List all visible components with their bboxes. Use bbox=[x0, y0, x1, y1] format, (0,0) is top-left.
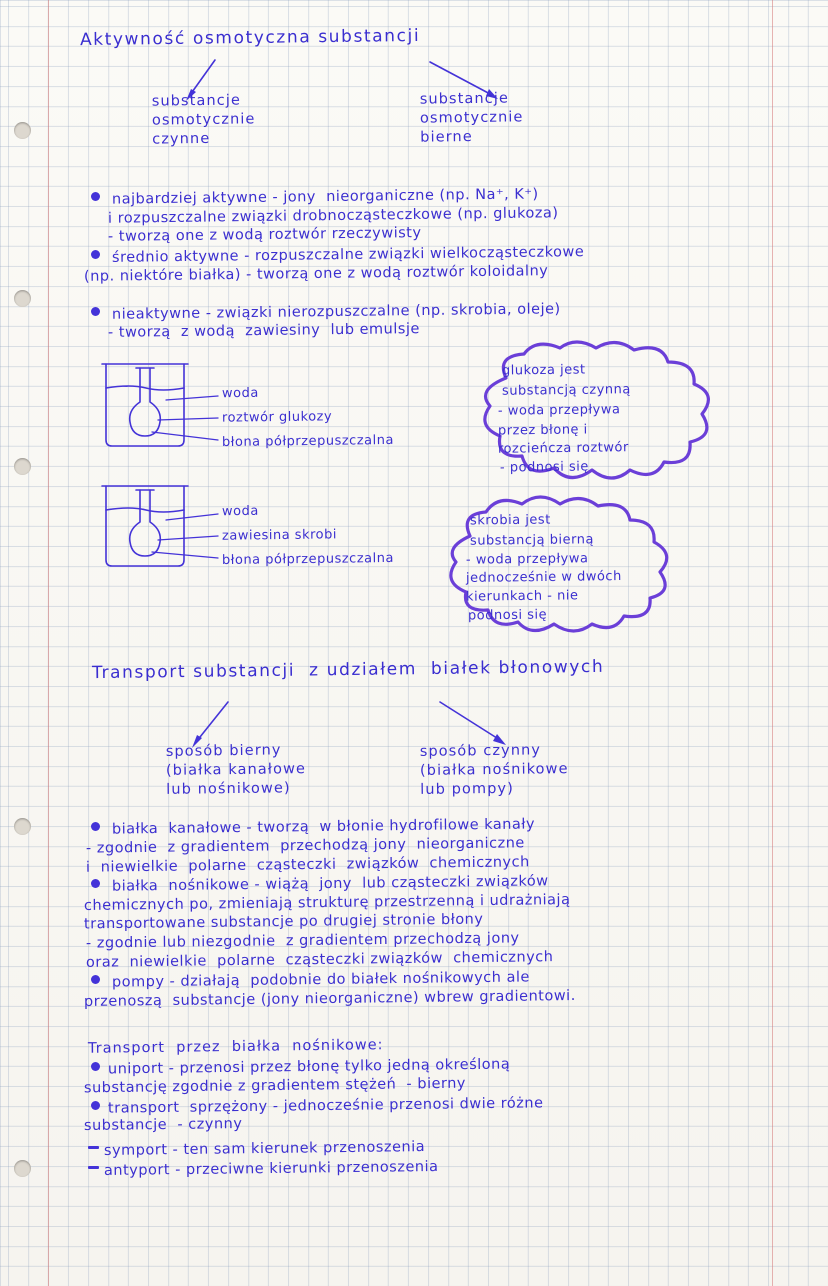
cloud2-line-1: substancją bierną bbox=[469, 532, 594, 549]
bullet-point bbox=[91, 192, 100, 201]
section2-title: Transport substancji z udziałem białek błonowych bbox=[91, 656, 605, 684]
section1-line-6: - tworzą z wodą zawiesiny lub emulsje bbox=[107, 321, 420, 341]
cloud2-line-0: skrobia jest bbox=[469, 512, 551, 529]
cloud1-line-2: - woda przepływa bbox=[497, 402, 621, 419]
section1-line-0: najbardziej aktywne - jony nieorganiczne (np. Na⁺, K⁺) bbox=[111, 186, 539, 208]
section2-line-4: chemicznych po, zmieniają strukturę przestrzenną i udrażniają bbox=[83, 892, 571, 914]
cloud2-line-2: - woda przepływa bbox=[465, 551, 589, 568]
section2-line-6: - zgodnie lub niezgodnie z gradientem przechodzą jony bbox=[85, 930, 520, 952]
section2-line-7: oraz niewielkie polarne cząsteczki związków chemicznych bbox=[85, 949, 554, 971]
diagram1-label-1: roztwór glukozy bbox=[221, 409, 333, 426]
section2-line-1: - zgodnie z gradientem przechodzą jony nieorganiczne bbox=[85, 835, 525, 857]
section1-title: Aktywność osmotyczna substancji bbox=[79, 25, 421, 51]
diagram2-label-1: zawiesina skrobi bbox=[221, 527, 338, 544]
bullet-point bbox=[91, 250, 100, 259]
section2-line-0: białka kanałowe - tworzą w błonie hydrofilowe kanały bbox=[111, 816, 536, 838]
diagram1-label-0: woda bbox=[221, 385, 259, 402]
section2-line-5: transportowane substancje po drugiej stronie błony bbox=[83, 911, 484, 933]
cloud1-line-4: rozcieńcza roztwór bbox=[497, 440, 629, 457]
section1-line-1: i rozpuszczalne związki drobnocząsteczkowe (np. glukoza) bbox=[107, 205, 559, 227]
section3-line-2: transport sprzężony - jednocześnie przenosi dwie różne bbox=[107, 1095, 544, 1117]
margin-rule-left bbox=[48, 0, 49, 1286]
branch-arrows-1 bbox=[0, 0, 828, 180]
punch-hole bbox=[14, 1160, 31, 1177]
branch-arrows-2 bbox=[0, 680, 828, 790]
bullet-point bbox=[91, 975, 100, 984]
section1-line-5: nieaktywne - związki nierozpuszczalne (np. skrobia, oleje) bbox=[111, 301, 561, 323]
section1-line-3: średnio aktywne - rozpuszczalne związki wielkocząsteczkowe bbox=[111, 244, 585, 266]
punch-hole bbox=[14, 818, 31, 835]
diagram2-label-0: woda bbox=[221, 503, 259, 520]
branch-right-2: sposób czynny (białka nośnikowe lub pompy) bbox=[419, 742, 569, 798]
section2-line-2: i niewielkie polarne cząsteczki związków chemicznych bbox=[85, 854, 530, 876]
cloud1-line-1: substancją czynną bbox=[501, 382, 631, 399]
branch-right-1: substancje osmotycznie bierne bbox=[419, 90, 524, 146]
cloud1-line-5: - podnosi się bbox=[499, 459, 589, 476]
cloud2-line-3: jednocześnie w dwóch bbox=[465, 569, 622, 586]
cloud1-line-0: glukoza jest bbox=[501, 362, 586, 379]
section3-line-0: uniport - przenosi przez błonę tylko jedną określoną bbox=[107, 1056, 511, 1078]
cloud2-line-5: podnosi się bbox=[467, 607, 548, 624]
branch-left-1: substancje osmotycznie czynne bbox=[151, 92, 256, 148]
section3-line-3: substancje - czynny bbox=[83, 1116, 243, 1134]
cloud2-line-4: kierunkach - nie bbox=[465, 588, 579, 605]
diagram1-label-2: błona półprzepuszczalna bbox=[221, 432, 394, 451]
section2-line-3: białka nośnikowe - wiążą jony lub cząsteczki związków bbox=[111, 873, 549, 895]
bullet-point bbox=[91, 879, 100, 888]
section3-title: Transport przez białka nośnikowe: bbox=[87, 1037, 384, 1057]
punch-hole bbox=[14, 290, 31, 307]
bullet-point bbox=[91, 822, 100, 831]
section1-line-2: - tworzą one z wodą roztwór rzeczywisty bbox=[107, 225, 422, 245]
diagram2-label-2: błona półprzepuszczalna bbox=[221, 550, 394, 569]
punch-hole bbox=[14, 458, 31, 475]
section1-line-4: (np. niektóre białka) - tworzą one z wodą roztwór koloidalny bbox=[83, 263, 549, 285]
section3-line-4: symport - ten sam kierunek przenoszenia bbox=[103, 1139, 426, 1159]
margin-rule-right bbox=[772, 0, 773, 1286]
dash-marker bbox=[88, 1146, 99, 1149]
cloud1-line-3: przez błonę i bbox=[497, 422, 588, 439]
section2-line-9: przenoszą substancje (jony nieorganiczne) wbrew gradientowi. bbox=[83, 987, 576, 1011]
dash-marker bbox=[88, 1166, 99, 1169]
bullet-point bbox=[91, 307, 100, 316]
section3-line-5: antyport - przeciwne kierunki przenoszenia bbox=[103, 1158, 439, 1180]
section2-line-8: pompy - działają podobnie do białek nośnikowych ale bbox=[111, 969, 530, 991]
bullet-point bbox=[91, 1101, 100, 1110]
branch-left-2: sposób bierny (białka kanałowe lub nośnikowe) bbox=[165, 742, 307, 798]
section3-line-1: substancję zgodnie z gradientem stężeń - bierny bbox=[83, 1075, 467, 1097]
bullet-point bbox=[91, 1062, 100, 1071]
